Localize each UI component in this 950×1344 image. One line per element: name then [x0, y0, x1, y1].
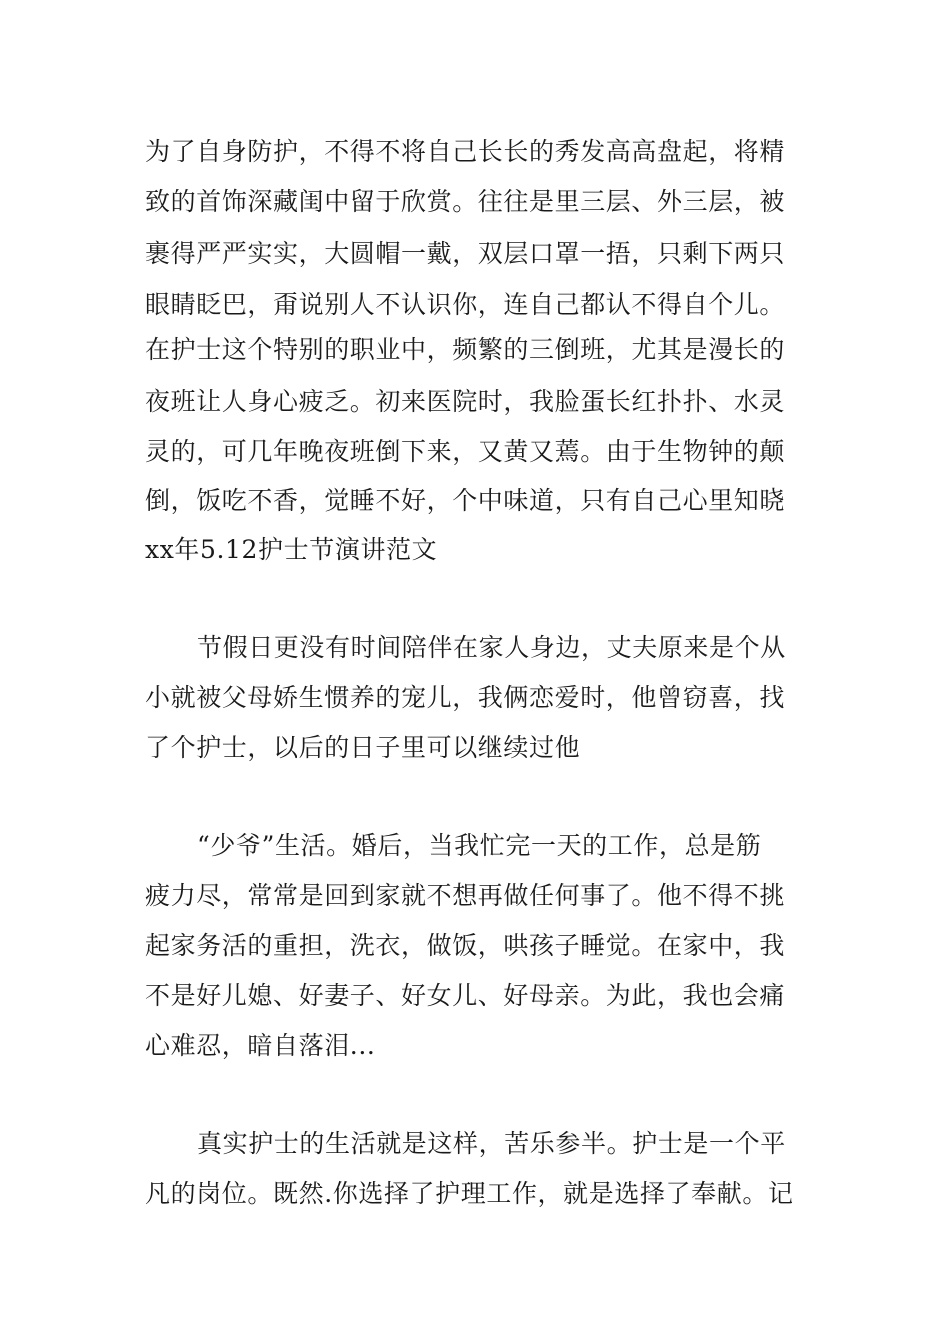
text-line: 节假日更没有时间陪伴在家人身边，丈夫原来是个从 [197, 633, 786, 662]
text-line: 小就被父母娇生惯养的宠儿，我俩恋爱时，他曾窃喜，找 [145, 683, 786, 712]
text-line: 疲力尽，常常是回到家就不想再做任何事了。他不得不挑 [145, 881, 786, 910]
text-line: 灵的，可几年晚夜班倒下来，又黄又蔫。由于生物钟的颠 [145, 437, 786, 466]
text-line: “少爷”生活。婚后，当我忙完一天的工作，总是筋 [197, 831, 762, 860]
text-line: 凡的岗位。既然.你选择了护理工作，就是选择了奉献。记 [145, 1179, 794, 1208]
text-line: 裹得严严实实，大圆帽一戴，双层口罩一捂，只剩下两只 [145, 239, 786, 268]
text-line: 眼睛眨巴，甭说别人不认识你，连自己都认不得自个儿。 [145, 290, 786, 319]
text-line: 心难忍，暗自落泪... [145, 1031, 376, 1060]
text-line: 不是好儿媳、好妻子、好女儿、好母亲。为此，我也会痛 [145, 981, 786, 1010]
text-line: 为了自身防护，不得不将自己长长的秀发高高盘起，将精 [145, 137, 786, 166]
text-line: 倒，饭吃不香，觉睡不好，个中味道，只有自己心里知晓 [145, 486, 786, 515]
text-line: 起家务活的重担，洗衣，做饭，哄孩子睡觉。在家中，我 [145, 931, 786, 960]
text-line: 真实护士的生活就是这样，苦乐参半。护士是一个平 [197, 1129, 786, 1158]
text-line: 了个护士，以后的日子里可以继续过他 [145, 733, 581, 762]
text-line: 致的首饰深藏闺中留于欣赏。往往是里三层、外三层，被 [145, 187, 786, 216]
document-title: xx年5.12护士节演讲范文 [145, 535, 438, 564]
text-line: 夜班让人身心疲乏。初来医院时，我脸蛋长红扑扑、水灵 [145, 387, 786, 416]
text-line: 在护士这个特别的职业中，频繁的三倒班，尤其是漫长的 [145, 335, 786, 364]
